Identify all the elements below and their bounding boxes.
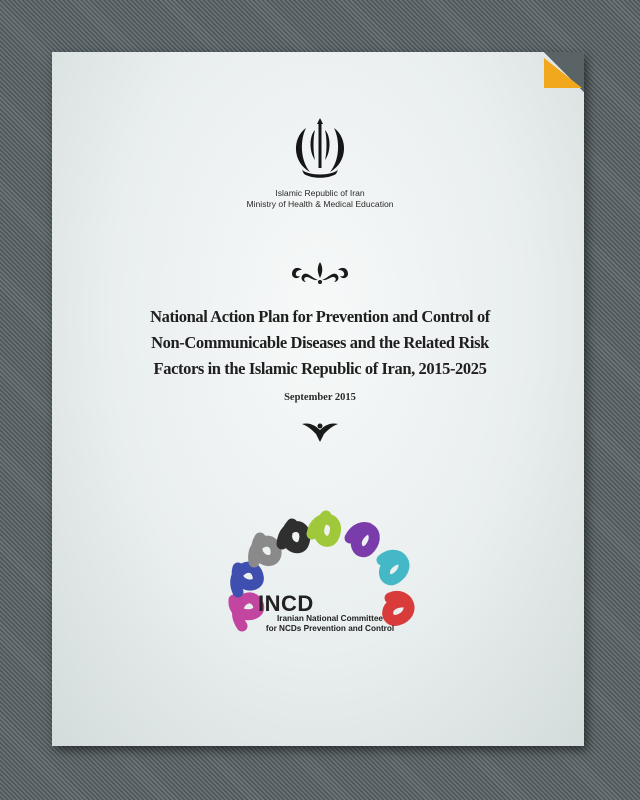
- corner-tab-icon: [544, 58, 582, 92]
- incd-subtitle-line-2: for NCDs Prevention and Control: [265, 623, 395, 633]
- country-name: Islamic Republic of Iran: [275, 188, 365, 198]
- incd-subtitle-line-1: Iranian National Committee: [276, 614, 383, 623]
- floral-ornament-icon: [288, 258, 352, 286]
- title-line-1: National Action Plan for Prevention and Control of: [150, 307, 490, 326]
- iran-emblem-icon: [284, 114, 356, 180]
- ministry-name: Ministry of Health & Medical Education: [246, 199, 394, 209]
- incd-logo-subtitle: [255, 614, 405, 633]
- divider-ornament-icon: [300, 418, 340, 444]
- publication-date: September 2015: [284, 392, 356, 403]
- document-title: [90, 304, 550, 382]
- title-line-3: Factors in the Islamic Republic of Iran, 2015-2025: [153, 359, 487, 378]
- title-line-2: Non-Communicable Diseases and the Related Risk: [151, 333, 489, 352]
- incd-logo-name: INCD: [258, 591, 314, 616]
- ministry-header: [0, 188, 640, 210]
